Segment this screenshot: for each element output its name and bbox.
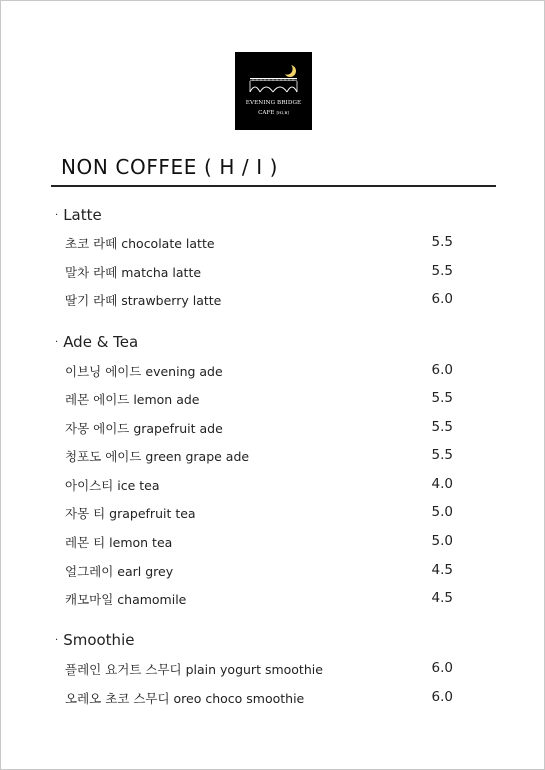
section-smoothie bbox=[55, 631, 134, 649]
item-price: 6.0 bbox=[431, 689, 453, 705]
menu-item bbox=[65, 419, 453, 439]
cafe-logo bbox=[235, 52, 312, 130]
item-name: 레몬 티 lemon tea bbox=[65, 535, 173, 550]
title-divider bbox=[51, 185, 496, 187]
item-name: 말차 라떼 matcha latte bbox=[65, 265, 202, 280]
menu-item bbox=[65, 291, 453, 311]
item-name: 자몽 에이드 grapefruit ade bbox=[65, 421, 223, 436]
item-name: 딸기 라떼 strawberry latte bbox=[65, 293, 222, 308]
item-price: 5.5 bbox=[431, 447, 453, 463]
item-price: 5.0 bbox=[431, 504, 453, 520]
section-latte bbox=[55, 206, 102, 224]
menu-item bbox=[65, 263, 453, 283]
item-price: 6.0 bbox=[431, 291, 453, 307]
menu-item bbox=[65, 689, 453, 709]
section-title: Latte bbox=[63, 206, 102, 224]
item-name: 플레인 요거트 스무디 plain yogurt smoothie bbox=[65, 662, 323, 677]
logo-name: EVENING BRIDGE bbox=[245, 100, 302, 106]
item-name: 캐모마일 chamomile bbox=[65, 592, 187, 607]
menu-item bbox=[65, 504, 453, 524]
item-price: 6.0 bbox=[431, 660, 453, 676]
section-title: Smoothie bbox=[63, 631, 135, 649]
menu-item bbox=[65, 362, 453, 382]
menu-item bbox=[65, 660, 453, 680]
logo-cafe-text: CAFE bbox=[258, 110, 275, 116]
item-price: 4.5 bbox=[431, 590, 453, 606]
item-price: 5.5 bbox=[431, 419, 453, 435]
menu-item bbox=[65, 533, 453, 553]
item-price: 4.5 bbox=[431, 562, 453, 578]
item-price: 4.0 bbox=[431, 476, 453, 492]
item-price: 5.5 bbox=[431, 263, 453, 279]
menu-item bbox=[65, 590, 453, 610]
item-name: 초코 라떼 chocolate latte bbox=[65, 236, 215, 251]
bullet-icon: · bbox=[55, 635, 59, 646]
moon-bridge-icon bbox=[235, 52, 312, 130]
item-price: 6.0 bbox=[431, 362, 453, 378]
item-name: 레몬 에이드 lemon ade bbox=[65, 392, 200, 407]
section-title: Ade & Tea bbox=[63, 333, 139, 351]
bullet-icon: · bbox=[55, 210, 59, 221]
item-name: 이브닝 에이드 evening ade bbox=[65, 364, 223, 379]
menu-item bbox=[65, 234, 453, 254]
item-price: 5.0 bbox=[431, 533, 453, 549]
item-name: 아이스티 ice tea bbox=[65, 478, 160, 493]
section-ade-tea bbox=[55, 333, 138, 351]
logo-subtitle-small: [HI,B] bbox=[276, 110, 289, 115]
bullet-icon: · bbox=[55, 337, 59, 348]
menu-item bbox=[65, 562, 453, 582]
menu-item bbox=[65, 390, 453, 410]
item-name: 자몽 티 grapefruit tea bbox=[65, 506, 196, 521]
item-name: 오레오 초코 스무디 oreo choco smoothie bbox=[65, 691, 305, 706]
item-price: 5.5 bbox=[431, 390, 453, 406]
item-name: 얼그레이 earl grey bbox=[65, 564, 174, 579]
item-price: 5.5 bbox=[431, 234, 453, 250]
item-name: 청포도 에이드 green grape ade bbox=[65, 449, 250, 464]
menu-item bbox=[65, 447, 453, 467]
menu-item bbox=[65, 476, 453, 496]
page-title: NON COFFEE ( H / I ) bbox=[61, 155, 279, 179]
logo-subtitle bbox=[235, 110, 312, 116]
